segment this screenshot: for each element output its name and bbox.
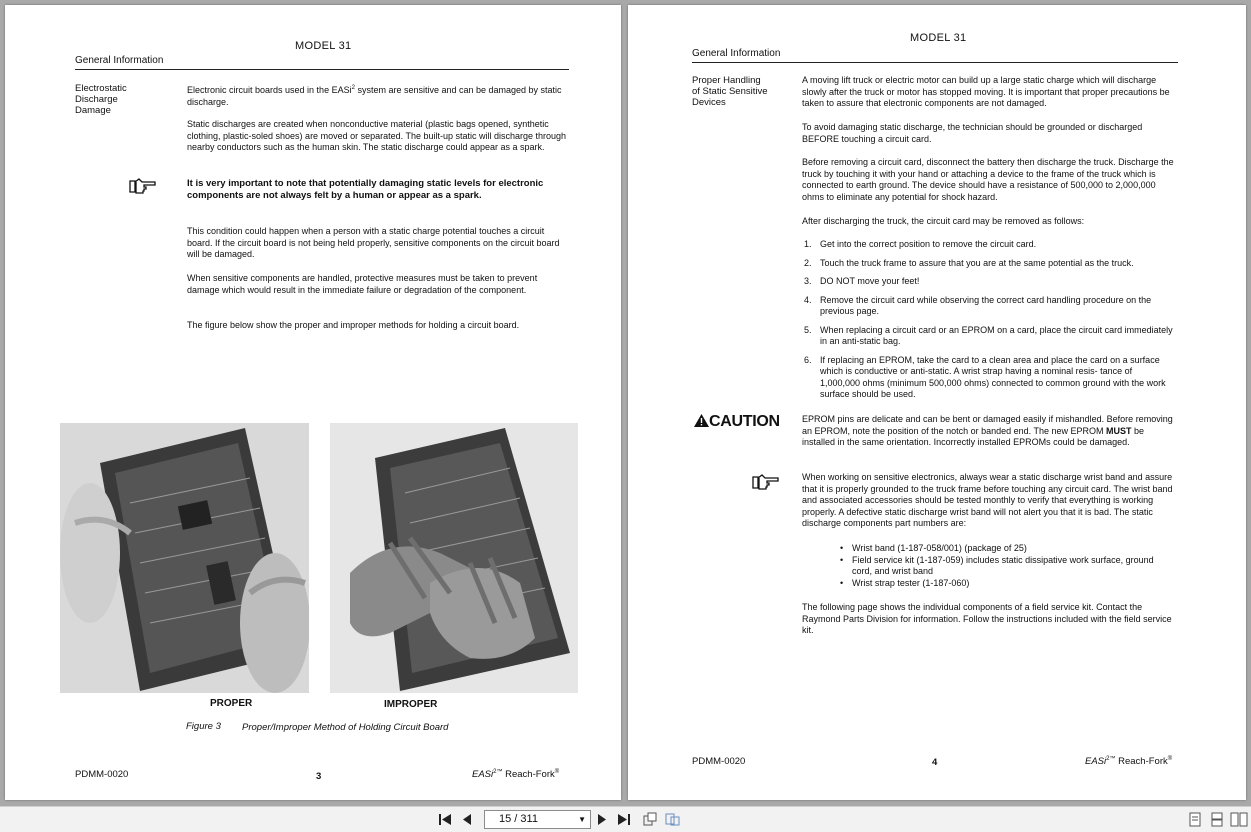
steps-list xyxy=(804,239,1174,408)
footer-brand: EASi$^{2™}$ Reach-Fork® xyxy=(472,769,560,781)
list-item: 1. Get into the correct position to remove the circuit card. xyxy=(804,239,1037,249)
first-page-icon[interactable] xyxy=(438,813,452,826)
list-item: 6. If replacing an EPROM, take the card to a clean area and place the card on a surface which is conductive or anti-static. A wrist strap having a nominal resis- tance of 1,000,000 ohms (minimum 500,000 ohms) connected to common ground with the work surface should be used. xyxy=(804,354,1166,399)
page-model-title: MODEL 31 xyxy=(295,40,352,52)
proper-holding-photo xyxy=(60,423,309,693)
footer-page-number: 3 xyxy=(316,771,322,782)
paragraph-4: When sensitive components are handled, protective measures must be taken to prevent damage which would result in the immediate failure or degradation of the component. xyxy=(187,273,538,295)
side-heading: Electrostatic Discharge Damage xyxy=(75,83,127,116)
wrist-band-note: When working on sensitive electronics, always wear a static discharge wrist band and assure that it is properly grounded to the truck frame before touching any circuit card. The wrist band and associated accessories should be tested monthly to verify that everything is working properly. A defective static discharge wrist band will not alert you that it is bad. The static discharge components part numbers are: xyxy=(802,472,1173,528)
list-item: • Wrist strap tester (1-187-060) xyxy=(840,578,1175,590)
paragraph-1: Electronic circuit boards used in the EASi$^2$ system are sensitive and can be damaged by static discharge. xyxy=(187,85,562,107)
paragraph-2: Static discharges are created when nonconductive material (plastic bags opened, synthetic clothing, plastic-soled shoes) are moved or separated. The built-up static will discharge through nearby conductors such as the human skin. The static discharge could appear as a spark. xyxy=(187,119,567,152)
circuit-board-photo-proper xyxy=(60,423,309,693)
list-item: 3. DO NOT move your feet! xyxy=(804,276,920,286)
viewer-toolbar xyxy=(0,806,1251,832)
continuous-view-icon[interactable] xyxy=(1211,812,1223,827)
paragraph-last: The following page shows the individual components of a field service kit. Contact the Raymond Parts Division for information. Follow the instructions included with the field service kit. xyxy=(802,602,1172,635)
list-item: • Field service kit (1-187-059) includes static dissipative work surface, ground cord, and wrist band xyxy=(840,555,1175,578)
single-page-view-icon[interactable] xyxy=(1189,812,1201,827)
important-note: It is very important to note that potentially damaging static levels for electronic components are not always felt by a human or appear as a spark. xyxy=(187,178,544,201)
left-page xyxy=(5,5,621,800)
list-item: • Wrist band (1-187-058/001) (package of 25) xyxy=(840,543,1175,555)
footer-brand: EASi$^{2™}$ Reach-Fork® xyxy=(1085,756,1173,768)
side-heading: Proper Handling of Static Sensitive Devices xyxy=(692,75,768,108)
last-page-icon[interactable] xyxy=(617,813,631,826)
header-rule xyxy=(75,69,569,70)
footer-page-number: 4 xyxy=(932,757,938,768)
pointing-hand-icon xyxy=(752,473,780,491)
caution-text: EPROM pins are delicate and can be bent or damaged easily if mishandled. Before removing an EPROM, note the position of the notch or banded end. The new EPROM MUST be installed in the same orientation. Incorrectly installed EPROMs could be damaged. xyxy=(802,414,1173,447)
list-item: 4. Remove the circuit card while observing the correct card handling procedure on the previous page. xyxy=(804,294,1152,316)
caution-heading: CAUTION xyxy=(694,413,780,431)
figure-caption: Proper/Improper Method of Holding Circuit Board xyxy=(242,722,449,733)
photo-label-improper: IMPROPER xyxy=(384,699,438,710)
section-title: General Information xyxy=(692,48,781,59)
list-item: 5. When replacing a circuit card or an EPROM on a card, place the circuit card immediately in an anti-static bag. xyxy=(804,324,1173,346)
two-page-view-icon[interactable] xyxy=(1230,812,1248,827)
pointing-hand-icon xyxy=(129,177,157,195)
page-number-select[interactable]: 15 / 311 ▼ xyxy=(484,810,591,829)
next-page-icon[interactable] xyxy=(597,813,607,826)
paragraph-1: A moving lift truck or electric motor can build up a large static charge which will discharge slowly after the truck or motor has stopped moving. It is important that proper precautions be taken to assure that electronic components are not damaged. xyxy=(802,75,1170,108)
circuit-board-photo-improper xyxy=(330,423,578,693)
improper-holding-photo xyxy=(330,423,578,693)
chevron-down-icon: ▼ xyxy=(578,815,586,824)
section-title: General Information xyxy=(75,55,164,66)
paragraph-4: After discharging the truck, the circuit card may be removed as follows: xyxy=(802,216,1085,226)
right-page xyxy=(628,5,1246,800)
paragraph-3: This condition could happen when a person with a static charge potential touches a circuit board. If the circuit board is not being held properly, sensitive components on the circuit board will be damaged. xyxy=(187,226,560,259)
figure-number: Figure 3 xyxy=(186,721,221,732)
footer-doc-number: PDMM-0020 xyxy=(692,756,746,767)
paragraph-2: To avoid damaging static discharge, the technician should be grounded or discharged BEFORE touching a circuit card. xyxy=(802,122,1143,144)
page-model-title: MODEL 31 xyxy=(910,32,967,44)
parts-list xyxy=(840,543,1175,589)
header-rule xyxy=(692,62,1178,63)
fit-page-icon[interactable] xyxy=(665,812,680,827)
list-item: 2. Touch the truck frame to assure that you are at the same potential as the truck. xyxy=(804,257,1134,268)
rotate-view-icon[interactable] xyxy=(642,812,657,827)
paragraph-5: The figure below show the proper and improper methods for holding a circuit board. xyxy=(187,320,520,330)
warning-triangle-icon xyxy=(694,414,709,427)
paragraph-3: Before removing a circuit card, disconnect the battery then discharge the truck. Discharge the truck by touching it with your hand or attaching a device to the frame of the truck which is connected to earth ground. The device should have a resistance of 500,000 to 2,000,000 ohms to eliminate any potential for shock hazard. xyxy=(802,157,1174,202)
photo-label-proper: PROPER xyxy=(210,698,253,709)
footer-doc-number: PDMM-0020 xyxy=(75,769,129,780)
prev-page-icon[interactable] xyxy=(462,813,472,826)
